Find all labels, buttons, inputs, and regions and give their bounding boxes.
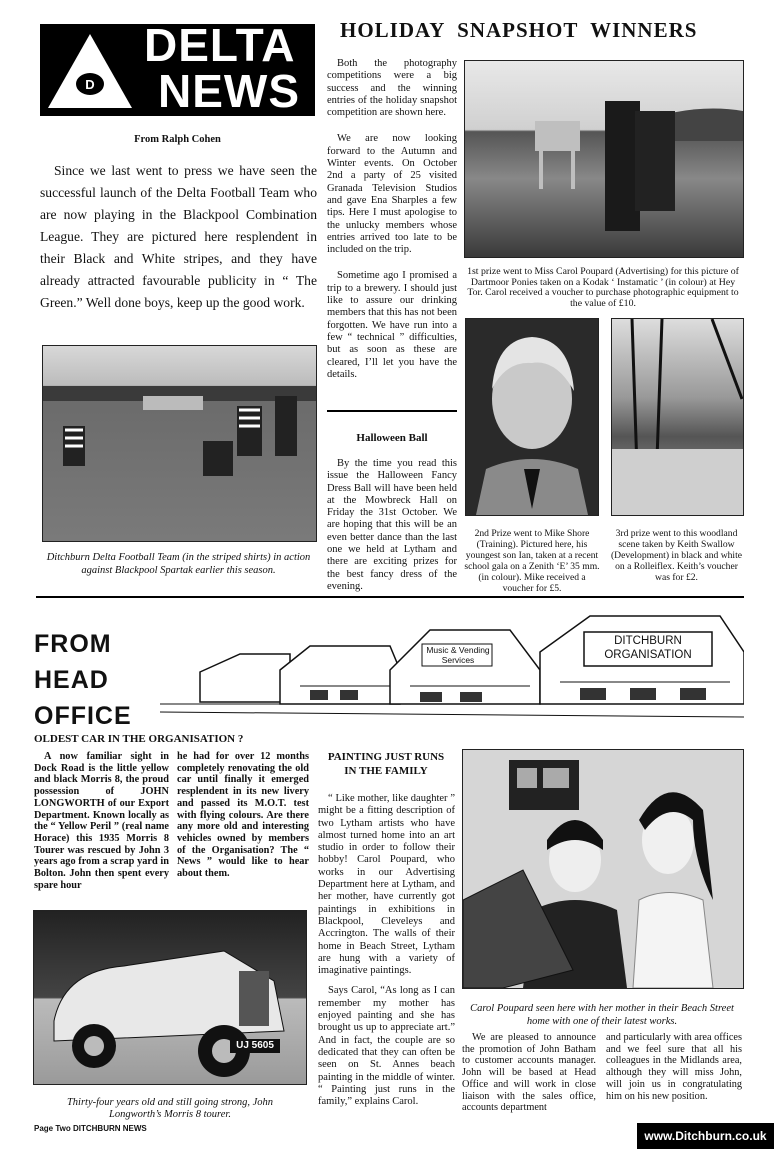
prize1-caption: 1st prize went to Miss Carol Poupard (Advertising) for this picture of Dartmoor Ponies taken on a Kodak ‘ Instamatic ’ (in colour) at Hey Tor. Carol received a voucher to purchase photographic equipment to the value of £10.: [467, 266, 739, 309]
number-plate: UJ 5605: [236, 1040, 274, 1051]
head-office-title-line2: HEAD: [34, 666, 109, 694]
ditchburn-organisation-sign: DITCHBURN ORGANISATION: [604, 635, 692, 661]
halloween-heading: Halloween Ball: [356, 432, 428, 444]
oldest-car-heading: OLDEST CAR IN THE ORGANISATION ?: [34, 733, 244, 745]
head-office-building-illustration: [160, 612, 744, 724]
boy-portrait-photo: [465, 318, 599, 516]
page-label: Page Two DITCHBURN NEWS: [34, 1124, 147, 1133]
halloween-text: By the time you read this issue the Halloween Fancy Dress Ball will have been held at the Mowbreck Hall on Friday the 31st October. We are hoping that this will be an even better dance than the last one we held at Lytham and there are exciting prizes for the best fancy dress of the evening.: [327, 458, 457, 592]
painting-heading-line1: PAINTING JUST RUNS: [327, 751, 445, 763]
head-office-title-line1: FROM: [34, 630, 112, 658]
head-office-title-line3: OFFICE: [34, 702, 132, 730]
football-team-photo: [42, 345, 317, 542]
painting-text: [318, 793, 455, 1116]
section-divider: [36, 596, 744, 598]
music-vending-sign: Music & Vending Services: [426, 645, 490, 665]
morris-8-car-photo: [33, 910, 307, 1085]
middle-paragraph-2: We are now looking forward to the Autumn and Winter events. On October 2nd a party of 25 visited Granada Television Studios and gave Ena Sharples a few tips. Here I must apologise to the unlucky members whose entries arrived too late to be included on the trip.: [327, 133, 457, 256]
painting-heading: [318, 750, 454, 778]
byline: From Ralph Cohen: [134, 134, 221, 145]
delta-triangle-logo-icon: [44, 30, 136, 112]
promotion-column-2: and particularly with area offices and we feel sure that all his colleagues in the Midlands area, although they will miss John, will join us in congratulating him on his new position.: [606, 1032, 742, 1102]
head-office-title: [34, 626, 132, 734]
middle-divider: [327, 410, 457, 412]
masthead-title-delta: DELTA: [144, 19, 296, 71]
masthead: [40, 19, 315, 117]
painting-paragraph-2: Says Carol, “As long as I can remember my mother has enjoyed painting and she has brought us up to appreciate art.” And in fact, the couple are so dedicated that they can often be seen on St. Annes beach painting in the middle of winter. “ Painting just runs in the family,” explains Carol.: [318, 985, 455, 1108]
intro-text: Since we last went to press we have seen the successful launch of the Delta Football Team who are now playing in the Blackpool Combination League. They are pictured here resplendent in their Black and White stripes, and they have already attracted favourable publicity in “ The Green.” Well done boys, keep up the good work.: [40, 163, 317, 310]
morris-caption: Thirty-four years old and still going strong, John Longworth’s Morris 8 tourer.: [66, 1097, 274, 1120]
promotion-column-1: We are pleased to announce the promotion of John Batham to customer accounts manager. John will be based at Head Office and will work in close liaison with the sales office, accounts department: [462, 1032, 596, 1114]
masthead-title-news: NEWS: [158, 65, 300, 117]
woodland-scene-photo: [611, 318, 744, 516]
painting-heading-line2: IN THE FAMILY: [344, 765, 428, 777]
oldest-car-column-1: A now familiar sight in Dock Road is the little yellow and black Morris 8, the proud possession of JOHN LONGWORTH of our Export Department. Known locally as the “ Yellow Peril ” (real name Horace) this 1935 Morris 8 Tourer was rescued by John 3 years ago from a scrap yard in Bolton. John then spent every spare hour: [34, 751, 169, 891]
svg-text:D: D: [85, 77, 95, 92]
dartmoor-ponies-photo: [464, 60, 744, 258]
middle-paragraph-3: Sometime ago I promised a trip to a brewery. I should just like to assure our drinking members that this has not been forgotten. We have run into a few “ technical ” difficulties, but as soon as these are cleared, I’ll let you have the details.: [327, 270, 457, 380]
snapshot-heading: HOLIDAY SNAPSHOT WINNERS: [340, 18, 698, 42]
painting-paragraph-1: “ Like mother, like daughter ” might be a fitting description of two Lytham artists who have almost turned home into an art studio in order to follow their hobby! Carol Poupard, who works in our Advertising Department here at Lytham, and her mother, have currently got paintings in exhibitions in Blackpool, Cleveleys and Accrington. The walls of their home in Beach Street, Lytham are hung with a variety of imaginative paintings.: [318, 793, 455, 977]
carol-photo-caption: Carol Poupard seen here with her mother in their Beach Street home with one of their latest works.: [470, 1003, 734, 1027]
prize3-caption: 3rd prize went to this woodland scene taken by Keith Swallow (Development) in black and white on a Rolleiflex. Keith’s voucher was for £2.: [610, 528, 743, 583]
middle-paragraph-1: Both the photography competitions were a big success and the winning entries of the holiday snapshot competition are shown here.: [327, 58, 457, 119]
prize2-caption: 2nd Prize went to Mike Shore (Training). Pictured here, his youngest son Ian, taken at a recent school gala on a Zenith ‘E’ 35 mm. (in colour). Mike received a voucher for £5.: [464, 528, 600, 594]
website-badge[interactable]: www.Ditchburn.co.uk: [637, 1123, 774, 1149]
oldest-car-column-2: he had for over 12 months completely renovating the old car until finally it emerged resplendent in its new livery and passed its M.O.T. test with flying colours. Are there any more old and interesting vehicles owned by members of the Organisation? The “ News ” would like to hear about them.: [177, 751, 309, 880]
carol-and-mother-photo: [462, 749, 744, 989]
football-caption: Ditchburn Delta Football Team (in the striped shirts) in action against Blackpool Spartak earlier this season.: [46, 552, 311, 576]
middle-column: [327, 58, 457, 389]
